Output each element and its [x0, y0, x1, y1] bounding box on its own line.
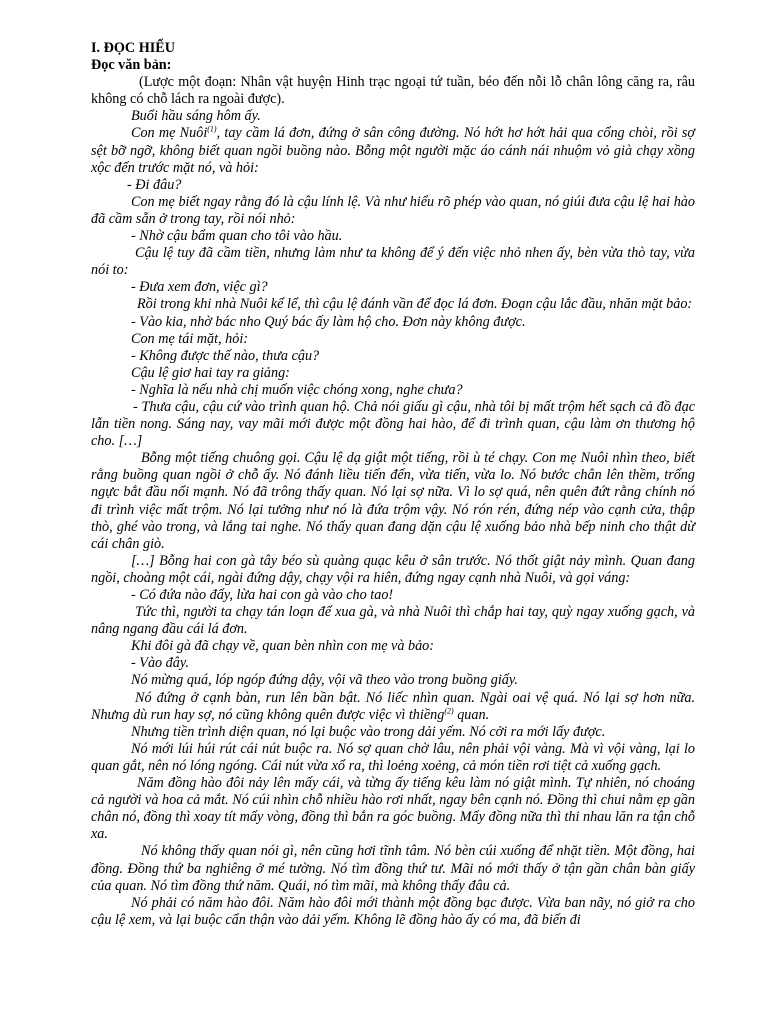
paragraph-text: Con mẹ biết ngay rằng đó là cậu lính lệ. Và như hiểu rõ phép vào quan, nó giúi đưa cậu lệ hai hào đã cầm sẵn ở trong tay, rồi nói nhỏ:: [91, 193, 695, 227]
paragraph-text: - Vào kia, nhờ bác nho Quý bác ấy làm hộ cho. Đơn này không được.: [131, 313, 526, 330]
reading-subtitle: Đọc văn bản:: [91, 57, 172, 74]
paragraph-text: Buổi hầu sáng hôm ấy.: [131, 108, 261, 125]
paragraph-text: - Nhờ cậu bẩm quan cho tôi vào hầu.: [131, 228, 343, 245]
passage-paragraph: [91, 194, 695, 228]
passage-paragraph: [91, 399, 695, 450]
paragraph-text: - Vào đây.: [131, 655, 189, 672]
section-title: I. ĐỌC HIỂU: [91, 40, 175, 56]
passage-paragraph: [91, 177, 695, 194]
passage-paragraph: [91, 587, 695, 604]
passage-paragraph: [91, 672, 695, 689]
passage-paragraph: [91, 655, 695, 672]
passage-paragraph: [91, 125, 695, 176]
passage-paragraph: [91, 843, 695, 894]
passage-paragraph: [91, 365, 695, 382]
paragraph-text: Cậu lệ giơ hai tay ra giảng:: [131, 364, 290, 381]
paragraph-text-continued: quan.: [453, 706, 490, 723]
passage-paragraph: [91, 228, 695, 245]
passage-paragraph: [91, 604, 695, 638]
passage-paragraph: [91, 331, 695, 348]
paragraph-text: - Đưa xem đơn, việc gì?: [131, 279, 268, 296]
paragraph-text: Con mẹ tái mặt, hỏi:: [131, 330, 249, 347]
paragraph-text: (Lược một đoạn: Nhân vật huyện Hinh trạc ngoại tứ tuần, béo đến nỗi lỗ chân lông căng ra, râu không có chỗ lách ra ngoài được).: [91, 74, 695, 108]
passage-paragraph: [91, 296, 695, 313]
paragraph-text: Nó mới lúi húi rút cái nút buộc ra. Nó sợ quan chờ lâu, nên phải vội vàng. Mà vì vội vàng, lại lo quan gắt, nên nó lóng ngóng. Cái nút vừa xổ ra, thì loẻng xoẻng, cả món tiền rơi tiệt cả xuống gạch.: [91, 740, 695, 774]
paragraph-text: - Không được thế nào, thưa cậu?: [131, 347, 320, 364]
paragraph-text: Năm đồng hào đôi nảy lên mấy cái, và từng ấy tiếng kêu làm nó giật mình. Tự nhiên, nó choáng cả người và hoa cả mắt. Nó cúi nhìn chỗ nhiều hào rơi nhất, ngay bên cạnh nó. Đồng thì chui nằm ẹp gần chân nó, đồng thì xoay tít mấy vòng, đồng thì bắn ra góc buồng. Mấy đồng nữa thì thi nhau lăn ra tận chỗ xa.: [91, 775, 695, 843]
paragraph-text: […] Bỗng hai con gà tây béo sù quàng quạc kêu ở sân trước. Nó thốt giật nảy mình. Quan đang ngồi, choàng một cái, ngài đứng dậy, chạy vội ra hiên, đứng ngay cạnh nhà Nuôi, và gọi váng:: [91, 552, 695, 586]
paragraph-text: Nó không thấy quan nói gì, nên cũng hơi tĩnh tâm. Nó bèn cúi xuống để nhặt tiền. Một đồng, hai đồng. Đồng thứ ba nghiêng ở mé tường. Nó tìm đồng thứ tư. Mãi nó mới thấy ở tận gần chân bàn giấy của quan. Nó tìm đồng thứ năm. Quái, nó tìm mãi, mà không thấy đâu cả.: [91, 843, 695, 894]
paragraph-text: Tức thì, người ta chạy tán loạn để xua gà, và nhà Nuôi thì chắp hai tay, quỳ ngay xuống gạch, và nâng ngang đầu cái lá đơn.: [91, 604, 695, 638]
passage-paragraph: [91, 724, 695, 741]
footnote-marker: (1): [207, 124, 217, 134]
paragraph-text: Nó phải có năm hào đôi. Năm hào đôi mới thành một đồng bạc được. Vừa ban nãy, nó giở ra cho cậu lệ xem, và lại buộc cẩn thận vào dải yếm. Không lẽ đồng hào ấy có ma, đã biến đi: [91, 894, 695, 928]
passage-paragraph: [91, 314, 695, 331]
paragraph-text: - Nghĩa là nếu nhà chị muốn việc chóng xong, nghe chưa?: [131, 381, 463, 398]
paragraph-text: - Thưa cậu, cậu cứ vào trình quan hộ. Chả nói giấu gì cậu, nhà tôi bị mất trộm hết sạch cả đồ đạc lẫn tiền nong. Sáng nay, vay mãi mới được một đồng hai hào, để đi trình quan, cậu làm ơn thương hộ cho. […]: [91, 398, 695, 450]
paragraph-text: - Đi đâu?: [127, 176, 182, 193]
passage-paragraph: [91, 690, 695, 724]
passage-paragraph: [91, 245, 695, 279]
paragraph-text: Bỗng một tiếng chuông gọi. Cậu lệ dạ giật một tiếng, rồi ù té chạy. Con mẹ Nuôi nhìn theo, biết rằng buồng quan ngồi ở chỗ ấy. Nó đánh liều tiến đến, vừa tiến, vừa lo. Nó bước chân lên thềm, trống ngực bắt đầu nổi mạnh. Nó đã trông thấy quan. Nó lại sợ nữa. Vì lo sợ quá, nên quên đứt rằng chính nó đi trình việc mất trộm. Nó lại tưởng như nó là đứa trộm vậy. Nó rón rén, đứng nép vào cạnh cửa, thập thò, ghé vào trong, và lắng tai nghe. Nó thấy quan đang dặn cậu lệ xuống bảo nhà bếp ninh cho thật dừ cái chân giò.: [91, 450, 695, 552]
paragraph-text-continued: , tay cầm lá đơn, đứng ở sân công đường. Nó hớt hơ hớt hải qua cổng chòi, rồi sợ sệt bỡ ngỡ, không biết quan ngồi buồng nào. Bỗng một người mặc áo cánh nái nhuộm vỏ già chạy xồng xộc đến trước mặt nó, và hỏi:: [91, 125, 695, 176]
paragraph-text: Con mẹ Nuôi: [131, 125, 208, 142]
passage-paragraph: [91, 638, 695, 655]
passage-paragraph: [91, 108, 695, 125]
passage-paragraph: [91, 895, 695, 929]
paragraph-text: Nó đứng ở cạnh bàn, run lên bần bật. Nó liếc nhìn quan. Ngài oai vệ quá. Nó lại sợ hơn nữa. Nhưng dù run hay sợ, nó cũng không quên được việc vì thiềng: [91, 689, 695, 723]
passage-paragraph: [91, 382, 695, 399]
passage-paragraph: [91, 553, 695, 587]
passage-paragraph: [91, 279, 695, 296]
passage-body: [91, 74, 695, 929]
paragraph-text: Khi đôi gà đã chạy về, quan bèn nhìn con mẹ và bảo:: [131, 638, 434, 655]
paragraph-text: Nhưng tiền trình diện quan, nó lại buộc vào trong dải yếm. Nó cởi ra mới lấy được.: [131, 723, 606, 740]
passage-paragraph: [91, 775, 695, 843]
paragraph-text: Nó mừng quá, lóp ngóp đứng dậy, vội vã theo vào trong buồng giấy.: [131, 672, 518, 689]
passage-paragraph: [91, 741, 695, 775]
footnote-marker: (2): [444, 705, 454, 715]
paragraph-text: - Có đứa nào đấy, lừa hai con gà vào cho tao!: [131, 587, 394, 603]
passage-paragraph: [91, 348, 695, 365]
paragraph-text: Cậu lệ tuy đã cầm tiền, nhưng làm như ta không để ý đến việc nhỏ nhen ấy, bèn vừa thò tay, vừa nói to:: [91, 245, 695, 279]
passage-paragraph: [91, 74, 695, 108]
passage-paragraph: [91, 450, 695, 553]
paragraph-text: Rồi trong khi nhà Nuôi kể lể, thì cậu lệ đánh vần để đọc lá đơn. Đoạn cậu lắc đầu, nhăn mặt bảo:: [137, 296, 693, 313]
